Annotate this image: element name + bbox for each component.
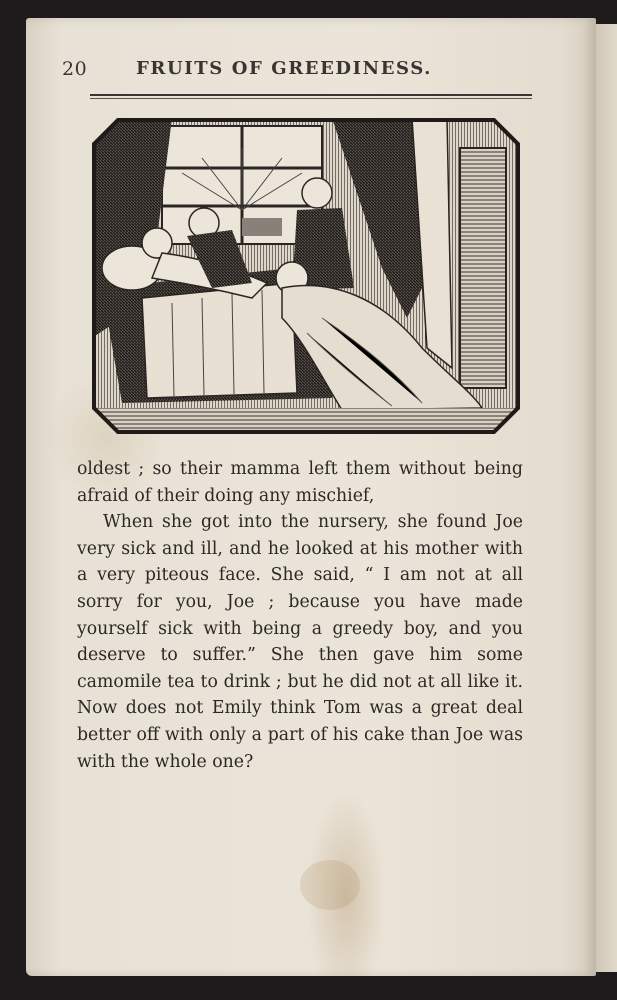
paragraph-continued: oldest ; so their mamma left them without being afraid of their doing any mischief, xyxy=(77,459,523,506)
paper-stain xyxy=(300,860,360,910)
header-rule-thick xyxy=(90,94,532,96)
adjacent-page-edge xyxy=(596,24,617,972)
header-rule-thin xyxy=(90,98,532,99)
paragraph: When she got into the nursery, she found Joe very sick and ill, and he looked at his mother with a very piteous face. She said, “ I am not at all sorry for you, Joe ; because you have made yourself sick with being a greedy boy, and you deserve to suffer.” She then gave him some camomile tea to drink ; but he did not at all like it. Now does not Emily think Tom was a great deal better off with only a part of his cake than Joe was with the whole one? xyxy=(77,512,523,772)
running-title: FRUITS OF GREEDINESS. xyxy=(136,58,433,79)
page-number: 20 xyxy=(62,58,88,80)
body-text xyxy=(77,456,523,775)
woodcut-illustration xyxy=(92,118,520,434)
page-header xyxy=(62,40,532,80)
